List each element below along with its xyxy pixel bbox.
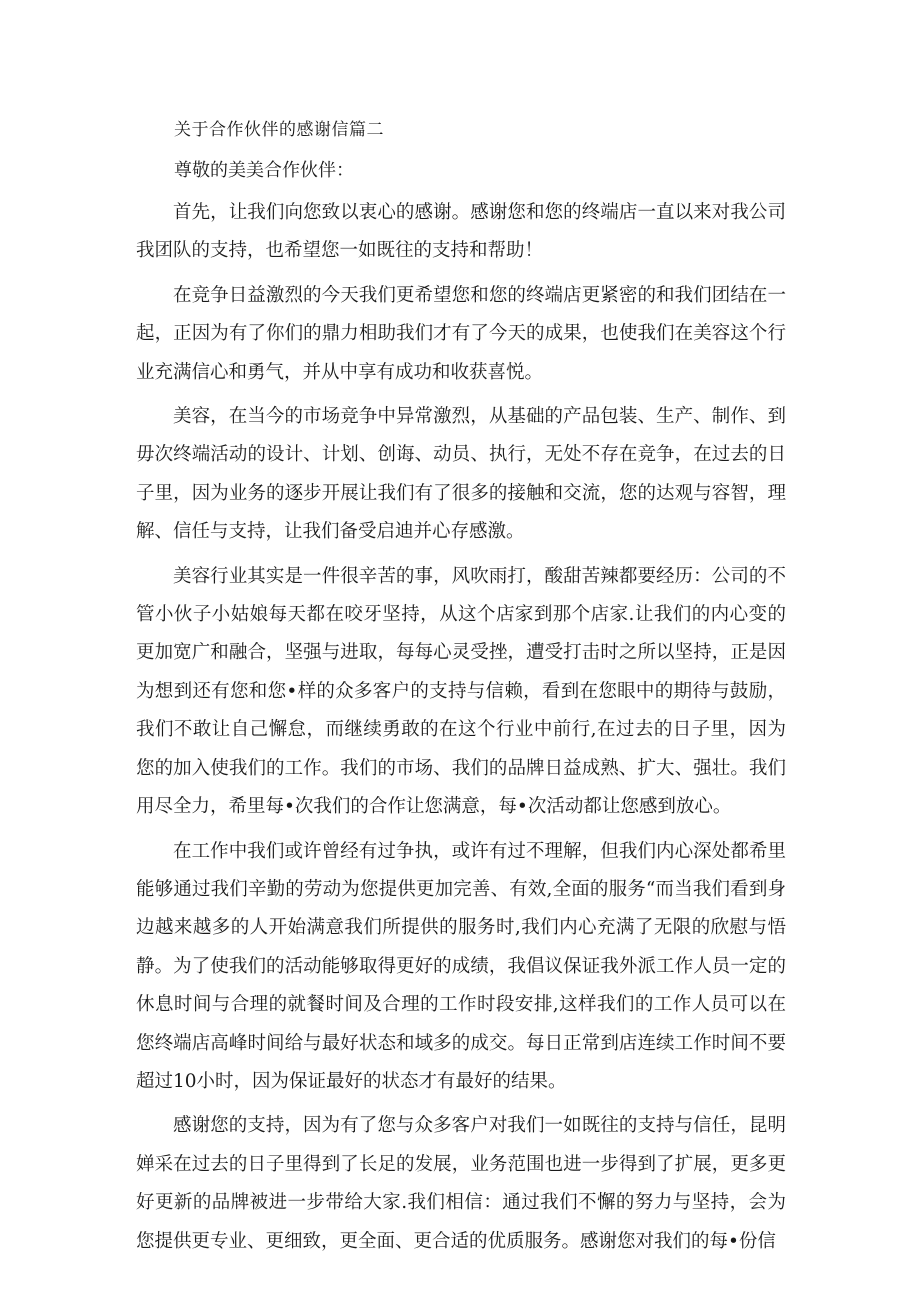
salutation: 尊敬的美美合作伙伴： [174, 160, 354, 181]
paragraph-2: 在竞争日益激烈的今天我们更希望您和您的终端店更紧密的和我们团结在一起，正因为有了你们的鼎力相助我们才有了今天的成果，也使我们在美容这个行业充满信心和勇气，并从中享有成功和收获喜悦。 [136, 284, 786, 383]
paragraph-4: 美容行业其实是一件很辛苦的事，风吹雨打，酸甜苦辣都要经历：公司的不管小伙子小姑娘每天都在咬牙坚持，从这个店家到那个店家.让我们的内心变的更加宽广和融合，坚强与进取，每每心灵受挫，遭受打击时之所以坚持，正是因为想到还有您和您•样的众多客户的支持与信赖，看到在您眼中的期待与鼓励，我们不敢让自己懈怠，而继续勇敢的在这个行业中前行,在过去的日子里，因为您的加入使我们的工作。我们的市场、我们的品牌日益成熟、扩大、强壮。我们用尽全力，希里每•次我们的合作让您满意，每•次活动都让您感到放心。 [136, 565, 786, 818]
paragraph-3: 美容，在当今的市场竞争中异常激烈，从基础的产品包装、生产、制作、到毋次终端活动的设计、计划、创诲、动员、执行，无处不存在竞争，在过去的日子里，因为业务的逐步开展让我们有了很多的接触和交流，您的达观与容智，理解、信任与支持，让我们备受启迪并心存感激。 [136, 406, 786, 543]
paragraph-6: 感谢您的支持，因为有了您与众多客户对我们一如既往的支持与信任，昆明婵采在过去的日子里得到了长足的发展，业务范围也进一步得到了扩展，更多更好更新的品牌被进一步带给大家.我们相信：通过我们不懈的努力与坚持，会为您提供更专业、更细致，更全面、更合适的优质服务。感谢您对我们的每•份信 [136, 1115, 786, 1252]
document-title: 关于合作伙伴的感谢信篇二 [174, 120, 384, 140]
paragraph-1: 首先，让我们向您致以衷心的感谢。感谢您和您的终端店一直以来对我公司我团队的支持，也希望您一如既往的支持和帮助！ [136, 202, 786, 262]
paragraph-5: 在工作中我们或许曾经有过争执，或许有过不理解，但我们内心深处都希里能够通过我们辛勤的劳动为您提供更加完善、有效,全面的服务“而当我们看到身边越来越多的人开始满意我们所提供的服务时,我们内心充满了无限的欣慰与悟静。为了使我们的活动能够取得更好的成绩，我倡议保证我外派工作人员一定的休息时间与合理的就餐时间及合理的工作时段安排,这样我们的工作人员可以在您终端店高峰时间给与最好状态和域多的成交。每日正常到店连续工作时间不要超过10小时，因为保证最好的状态才有最好的结果。 [136, 840, 786, 1092]
document-page [136, 118, 786, 1267]
